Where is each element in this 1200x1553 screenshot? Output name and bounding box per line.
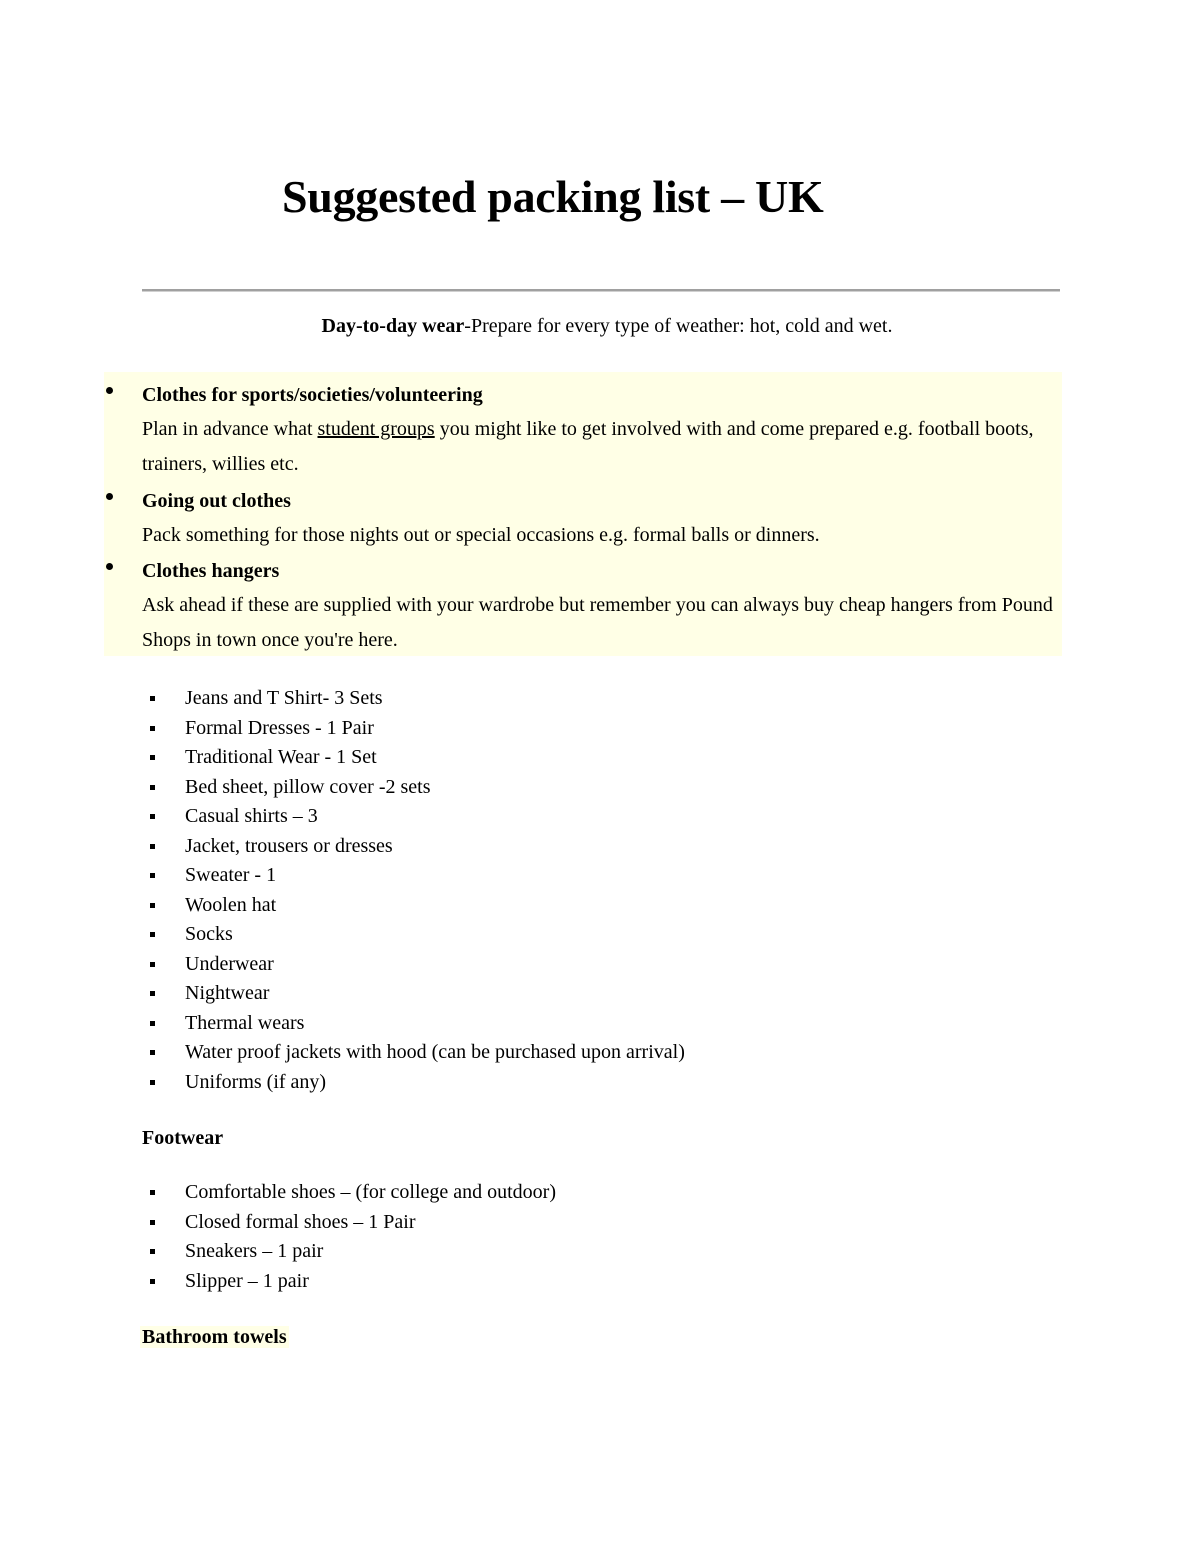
intro-bold: Day-to-day wear <box>321 315 465 337</box>
list-item <box>142 773 685 803</box>
list-item <box>142 891 685 921</box>
square-bullet-icon <box>150 755 155 760</box>
square-bullet-icon <box>150 1080 155 1085</box>
list-item <box>142 1038 685 1068</box>
list-item <box>142 1208 556 1238</box>
list-item-text: Traditional Wear - 1 Set <box>185 746 377 768</box>
desc-text: you might like to get involved with and come prepared e.g. football boots, trainers, willies etc. <box>142 418 1034 475</box>
list-item-text: Jacket, trousers or dresses <box>185 834 393 857</box>
list-item-text: Bed sheet, pillow cover -2 sets <box>185 775 431 798</box>
highlight-description: Pack something for those nights out or special occasions e.g. formal balls or dinners. <box>142 524 820 546</box>
square-bullet-icon <box>150 903 155 908</box>
bullet-icon <box>106 387 113 394</box>
list-item <box>142 979 685 1009</box>
list-item-text: Sneakers – 1 pair <box>185 1240 324 1262</box>
square-bullet-icon <box>150 932 155 937</box>
square-bullet-icon <box>150 873 155 878</box>
footwear-heading: Footwear <box>142 1127 224 1149</box>
square-bullet-icon <box>150 844 155 849</box>
list-item-text: Water proof jackets with hood (can be purchased upon arrival) <box>185 1041 685 1063</box>
page-title: Suggested packing list – UK <box>282 171 824 222</box>
list-item <box>142 1178 556 1208</box>
list-item-text: Nightwear <box>185 982 270 1004</box>
square-bullet-icon <box>150 696 155 701</box>
list-item <box>142 802 685 832</box>
list-item <box>142 1237 556 1267</box>
list-item-text: Comfortable shoes – (for college and outdoor) <box>185 1181 557 1203</box>
list-item <box>142 920 685 950</box>
list-item <box>142 861 685 891</box>
footwear-list <box>142 1178 556 1296</box>
highlight-item-going-out <box>142 484 1072 553</box>
list-item-text: Casual shirts – 3 <box>185 805 318 827</box>
list-item <box>142 832 685 862</box>
square-bullet-icon <box>150 1021 155 1026</box>
square-bullet-icon <box>150 962 155 967</box>
highlight-description <box>142 412 1072 482</box>
list-item-text: Sweater - 1 <box>185 864 277 886</box>
intro-line <box>142 315 1072 338</box>
highlight-item-sports <box>142 378 1072 482</box>
list-item-text: Underwear <box>185 952 274 975</box>
highlight-description: Ask ahead if these are supplied with your wardrobe but remember you can always buy cheap hangers from Pound Shops in town once you're here. <box>142 594 1053 651</box>
bullet-icon <box>106 563 113 570</box>
list-item-text: Uniforms (if any) <box>185 1070 327 1093</box>
list-item-text: Thermal wears <box>185 1011 305 1034</box>
highlight-item-hangers <box>142 554 1072 658</box>
horizontal-rule <box>142 289 1060 292</box>
highlight-heading: Clothes for sports/societies/volunteering <box>142 384 483 406</box>
list-item <box>142 1009 685 1039</box>
list-item <box>142 1267 556 1297</box>
square-bullet-icon <box>150 1279 155 1284</box>
clothing-list <box>142 684 685 1097</box>
square-bullet-icon <box>150 726 155 731</box>
list-item-text: Woolen hat <box>185 893 277 916</box>
list-item <box>142 950 685 980</box>
list-item-text: Closed formal shoes – 1 Pair <box>185 1210 416 1233</box>
square-bullet-icon <box>150 1249 155 1254</box>
list-item-text: Formal Dresses - 1 Pair <box>185 716 374 739</box>
square-bullet-icon <box>150 814 155 819</box>
list-item <box>142 714 685 744</box>
intro-text: -Prepare for every type of weather: hot, cold and wet. <box>464 315 893 337</box>
square-bullet-icon <box>150 991 155 996</box>
bathroom-heading-text: Bathroom towels <box>142 1326 287 1348</box>
list-item <box>142 743 685 773</box>
bullet-icon <box>106 493 113 500</box>
highlight-heading: Going out clothes <box>142 490 291 512</box>
square-bullet-icon <box>150 1050 155 1055</box>
bathroom-heading <box>142 1326 289 1349</box>
square-bullet-icon <box>150 1220 155 1225</box>
list-item <box>142 684 685 714</box>
square-bullet-icon <box>150 1190 155 1195</box>
student-groups-link[interactable]: student groups <box>317 418 435 440</box>
list-item-text: Socks <box>185 923 233 945</box>
list-item <box>142 1068 685 1098</box>
list-item-text: Slipper – 1 pair <box>185 1269 309 1292</box>
desc-text: Plan in advance what <box>142 418 318 440</box>
square-bullet-icon <box>150 785 155 790</box>
highlight-heading: Clothes hangers <box>142 560 280 582</box>
list-item-text: Jeans and T Shirt- 3 Sets <box>185 687 383 709</box>
